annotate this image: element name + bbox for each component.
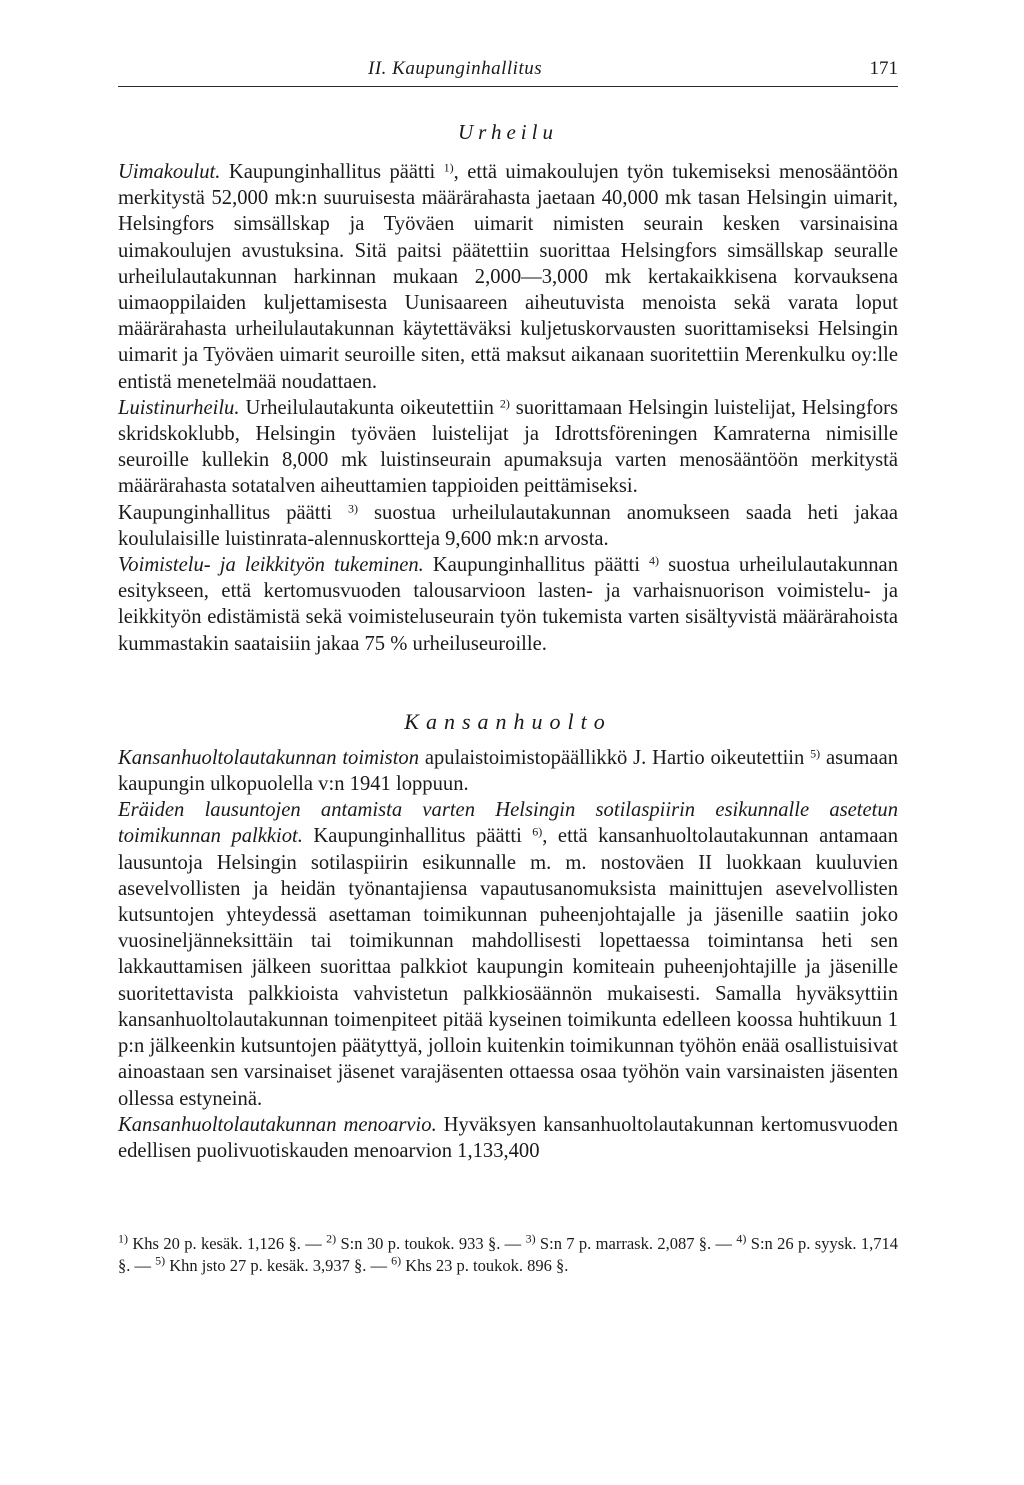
footnote-ref: 5) [810, 746, 821, 761]
footnote-mark: 5) [155, 1253, 166, 1268]
paragraph-text: asumaan kaupungin ulkopuolella v:n 1941 loppuun. [118, 746, 899, 796]
paragraph-uimakoulut [118, 159, 898, 395]
paragraph-text: suorittamaan Helsingin luistelijat, Helsingfors skridskoklubb, Helsingin työväen luistelijat ja Idrottsföreningen Kamraterna nimisille seuroille kullekin 8,000 mk luistinseurain apumaksuja varten menosääntöön merkitystä määrärahasta sotatalven aiheuttamien tappioiden peittämiseksi. [118, 396, 898, 498]
footnote-text: S:n 26 p. syysk. 1,714 §. — [118, 1234, 898, 1276]
footnote-text: Khs 23 p. toukok. 896 §. [401, 1256, 569, 1276]
paragraph-text: Hyväksyen kansanhuoltolautakunnan kertomusvuoden edellisen puolivuotiskauden menoarvion 1,133,400 [118, 1113, 898, 1162]
running-title: II. Kaupunginhallitus [368, 58, 543, 79]
footnote-mark: 2) [326, 1231, 337, 1246]
paragraph-luistinrata [118, 500, 898, 552]
paragraph-text: suostua urheilulautakunnan anomukseen saada heti jakaa koululaisille luistinrata-alennuskortteja 9,600 mk:n arvosta. [118, 501, 898, 550]
footnote-mark: 3) [525, 1231, 536, 1246]
paragraph-text: Kaupunginhallitus päätti [302, 825, 533, 848]
footnote-ref: 6) [532, 824, 543, 839]
paragraph-text: Kaupunginhallitus päätti [118, 501, 348, 524]
footnote-text: S:n 7 p. marrask. 2,087 §. — [535, 1234, 737, 1254]
footnote-text: Khn jsto 27 p. kesäk. 3,937 §. — [165, 1256, 392, 1276]
paragraph-text: Kaupunginhallitus päätti [423, 554, 650, 577]
paragraph-voimistelu [118, 552, 898, 657]
footnote-text: Khs 20 p. kesäk. 1,126 §. — [128, 1234, 327, 1254]
paragraph-text: Kaupunginhallitus päätti [220, 161, 444, 183]
paragraph-lead: Eräiden lausuntojen antamista varten Helsingin sotilaspiirin esikunnalle asetetun toimikunnan palkkiot. [118, 799, 898, 848]
paragraph-lead: Uimakoulut. [118, 161, 221, 183]
paragraph-menoarvio [118, 1112, 898, 1164]
footnote-ref: 4) [649, 553, 660, 568]
paragraph-text: Urheilulautakunta oikeutettiin [239, 396, 500, 419]
paragraph-lead: Luistinurheilu. [118, 396, 240, 419]
footnote-ref: 2) [499, 396, 510, 411]
paragraph-text: suostua urheilulautakunnan esitykseen, että kertomusvuoden talousarvioon lasten- ja varhaisnuorison voimistelu- ja leikkityön edistämistä sekä voimisteluseurain työn tukemista varten sisältyvistä määrärahoista kummastakin saataisiin jakaa 75 % urheiluseuroille. [118, 554, 898, 655]
paragraph-text: , että kansanhuoltolautakunnan antamaan lausuntoja Helsingin sotilaspiirin esikunnalle m. m. nostoväen II luokkaan kuuluvien asevelvollisten ja heidän työnantajiensa vapautusanomuksista mainittujen asevelvollisten kutsuntojen yhteydessä asettaman toimikunnan puheenjohtajalle ja jäsenille saatiin joko vuosineljänneksittäin tai toimikunnan mahdollisesti lopettaessa toimintansa heti sen lakkauttamisen jälkeen suorittaa palkkiot kaupungin komiteain puheenjohtajille ja jäsenille suoritettavista palkkioista vahvistetun palkkiosäännön mukaisesti. Samalla hyväksyttiin kansanhuoltolautakunnan toimenpiteet pitää kyseinen toimikunta edelleen koossa huhtikuun 1 p:n jälkeenkin kutsuntojen päätyttyä, jolloin kuitenkin toimikunnan työhön enää osallistuisivat ainoastaan sen varsinaiset jäsenet varajäsenten ottaessa osaa työhön vain varsinaisten jäsenten ollessa estyneinä. [118, 825, 898, 1110]
footnote-mark: 6) [391, 1253, 402, 1268]
footnote-ref: 1) [443, 160, 454, 175]
paragraph-toimisto [118, 745, 898, 797]
running-header [118, 52, 898, 87]
paragraph-lead: Kansanhuoltolautakunnan menoarvio. [118, 1113, 437, 1136]
footnote-mark: 1) [118, 1231, 128, 1246]
paragraph-lead: Kansanhuoltolautakunnan toimiston [118, 746, 420, 769]
book-page [118, 52, 898, 1277]
paragraph-luistinurheilu [118, 395, 898, 500]
section-heading-urheilu: Urheilu [458, 120, 558, 144]
paragraph-palkkiot [118, 797, 898, 1111]
footnote-ref: 3) [347, 501, 358, 516]
page-number: 171 [869, 58, 898, 79]
paragraph-text: , että uimakoulujen työn tukemiseksi menosääntöön merkitystä 52,000 mk:n suuruisesta määrärahasta jaetaan 40,000 mk tasan Helsingin uimarit, Helsingfors simsällskap ja Työväen uimarit nimisten seurain kesken varsinaisina uimakoulujen avustuksina. Sitä paitsi päätettiin suorittaa Helsingfors simsällskap seuralle urheilulautakunnan harkinnan mukaan 2,000—3,000 mk kertakaikkisena korvauksena uimaoppilaiden kuljettamisesta Uunisaareen aiheutuvista menoista sekä varata loput määrärahasta urheilulautakunnan käytettäväksi kuljetuskorvausten suorittamiseksi Helsingin uimarit ja Työväen uimarit seuroille siten, että maksut aikanaan suoritettiin Merenkulku oy:lle entistä menetelmää noudattaen. [118, 161, 898, 393]
footnote-text: S:n 30 p. toukok. 933 §. — [336, 1234, 526, 1254]
paragraph-lead: Voimistelu- ja leikkityön tukeminen. [118, 554, 424, 577]
footnote-mark: 4) [736, 1231, 747, 1246]
footnotes [118, 1233, 898, 1277]
section-heading-kansanhuolto: Kansanhuolto [404, 708, 612, 734]
paragraph-text: apulaistoimistopäällikkö J. Hartio oikeutettiin [419, 746, 811, 769]
footnote-divider [118, 1208, 258, 1209]
